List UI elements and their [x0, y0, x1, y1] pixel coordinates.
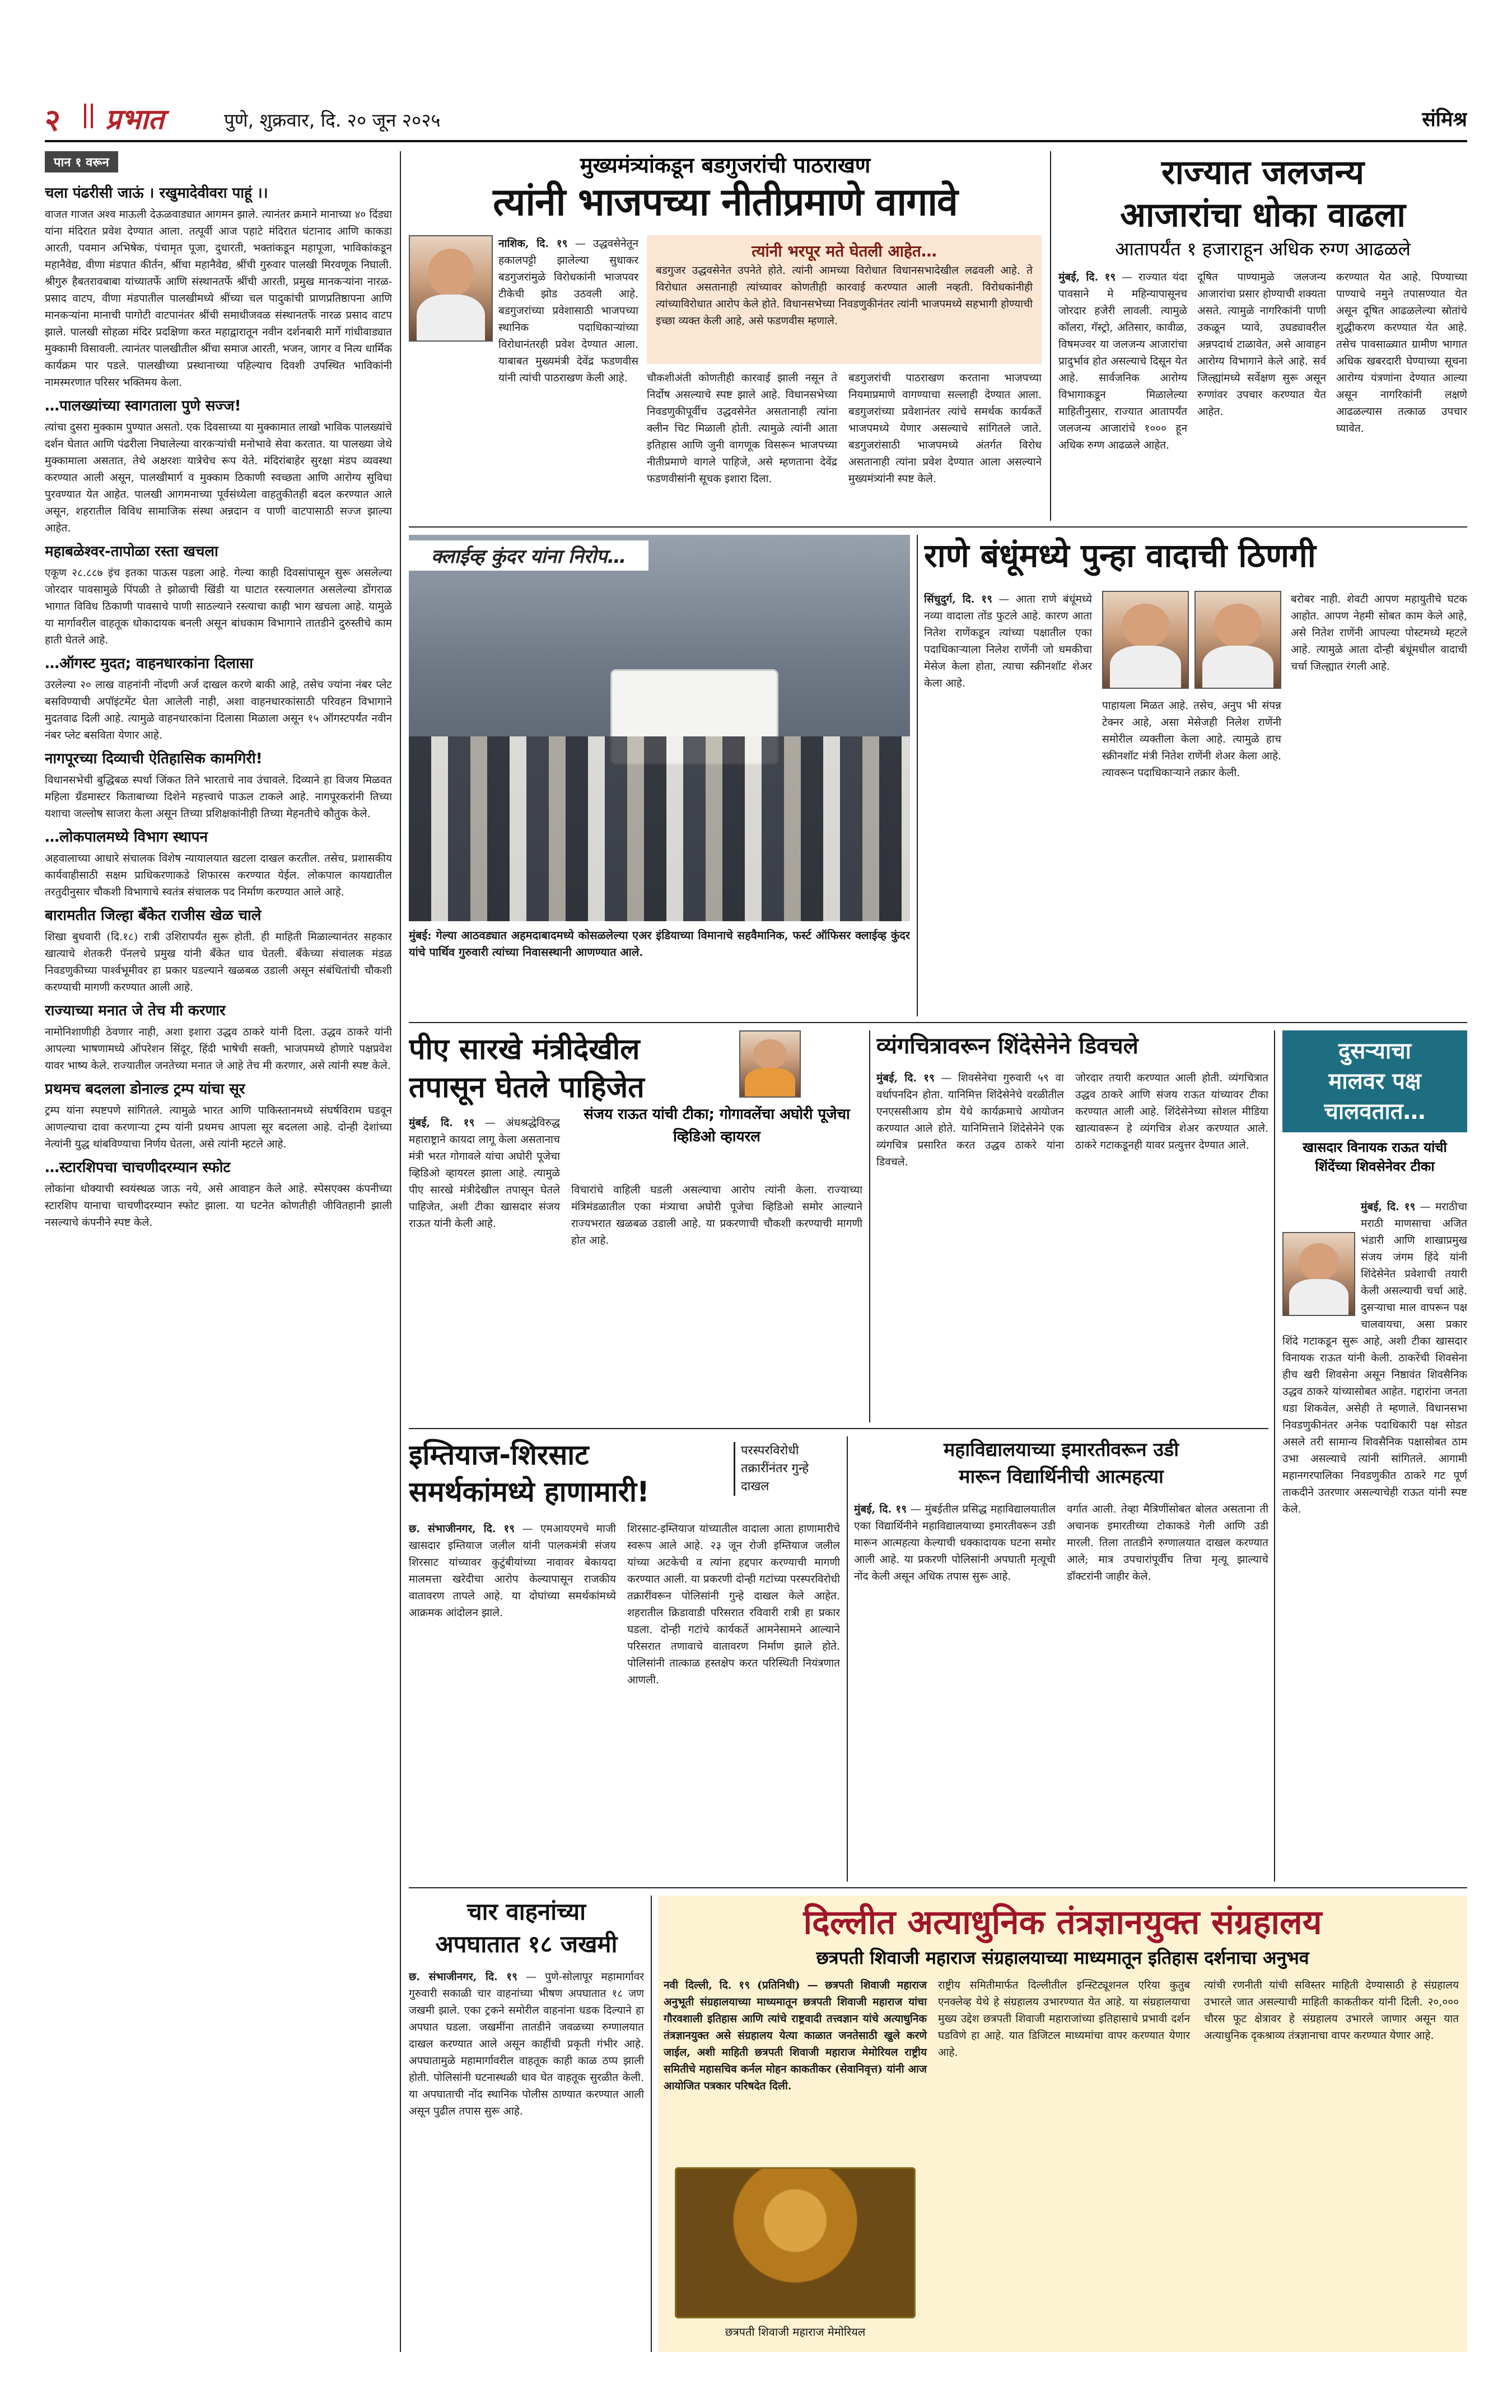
headline-line-1: दुसऱ्याचा: [1338, 1038, 1411, 1064]
masthead-rule: [45, 140, 1467, 142]
story-col-3: बरोबर नाही. शेवटी आपण महायुतीचे घटक आहोत. आपण नेहमी सोबत काम केले आहे, असे नितेश राणेंनी आपल्या पोस्टमध्ये म्हटले आहे. त्यामुळे आता दोन्ही बंधूंमधील वादाची चर्चा जिल्ह्यात रंगली आहे.: [1291, 593, 1467, 673]
page-number: २: [45, 102, 61, 138]
dateline: मुंबई, दि. १९: [1058, 271, 1116, 283]
divider-bars: [84, 104, 93, 128]
story-col-3: करण्यात येत आहे. पिण्याच्या पाण्याचे नमुने तपासण्यात येत असून दूषित आढळलेल्या स्रोतांचे शुद्धीकरण करण्यात येत आहे. तसेच पावसाळ्यात ग्रामीण भागात अधिक खबरदारी घेण्याच्या सूचना आरोग्य यंत्रणांना देण्यात आल्या असून नागरिकांनी लक्षणे आढळल्यास तत्काळ उपचार घ्यावेत.: [1336, 271, 1467, 435]
museum-story: [658, 1896, 1467, 2352]
story-col-1: मुंबई, दि. १९ — अंधश्रद्धेविरुद्ध महाराष्ट्राने कायदा लागू केला असतानाच मंत्री भरत गोगावले यांचा अघोरी पूजेचा व्हिडिओ व्हायरल झाला आहे. त्यामुळे पीए सारखे मंत्रीदेखील तपासून घेतले पाहिजेत, अशी टीका खासदार संजय राऊत यांनी केली आहे.: [409, 1117, 560, 1230]
column-rule: [1274, 1030, 1275, 1882]
story-text: छ. संभाजीनगर, दि. १९ — पुणे-सोलापूर महामार्गावर गुरुवारी सकाळी चार वाहनांच्या भीषण अपघातात १८ जण जखमी झाले. एका ट्रकने समोरील वाहनांना धडक दिल्याने हा अपघात घडला. जखमींना तातडीने जवळच्या रुग्णालयात दाखल करण्यात आले असून काहींची प्रकृती गंभीर आहे. अपघातामुळे महामार्गावरील वाहतूक काही काळ ठप्प झाली होती. पोलिसांनी घटनास्थळी धाव घेत वाहतूक सुरळीत केली. या अपघाताची नोंद स्थानिक पोलीस ठाण्यात करण्यात आली असून पुढील तपास सुरू आहे.: [409, 1971, 644, 2117]
headline-line-1: पीए सारखे मंत्रीदेखील: [409, 1033, 640, 1066]
left-item-title: …लोकपालमध्ये विभाग स्थापन: [45, 829, 208, 846]
left-item-text: शिखा बुधवारी (दि.१८) रात्री उशिरापर्यंत सुरू होती. ही माहिती मिळाल्यानंतर सहकार खात्याचे शेतकरी पॅनलचे प्रमुख यांनी बँकेत धाव घेतली. बँकेच्या संचालक मंडळ निवडणुकीच्या पार्श्वभूमीवर हा प्रकार घडल्याने खळबळ उडाली असून संबंधितांची चौकशी करण्याची मागणी करण्यात आली आहे.: [45, 931, 392, 993]
column-rule: [651, 1896, 652, 2352]
kicker: मुख्यमंत्र्यांकडून बडगुजरांची पाठराखण: [580, 153, 871, 178]
headline-line-2: समर्थकांमध्ये हाणामारी!: [409, 1476, 650, 1508]
story-col-1: छ. संभाजीनगर, दि. १९ — एमआयएमचे माजी खासदार इम्तियाज जलील यांनी पालकमंत्री संजय शिरसाट यांच्यावर कुटुंबीयांच्या नावावर बेकायदा मालमत्ता खरेदीचा आरोप केल्यापासून राजकीय वातावरण तापले आहे. या दोघांच्या समर्थकांमध्ये आक्रमक आंदोलन झाले.: [409, 1523, 616, 1619]
section-name: संमिश्र: [1422, 108, 1467, 131]
headline: राणे बंधूंमध्ये पुन्हा वादाची ठिणगी: [924, 536, 1316, 575]
headline-line-1: चार वाहनांच्या: [467, 1898, 586, 1925]
college-story: [854, 1436, 1268, 1882]
left-item-text: नामोनिशाणीही ठेवणार नाही, अशा इशारा उद्धव ठाकरे यांनी दिला. उद्धव ठाकरे यांनी आपल्या भाषणामध्ये ऑपरेशन सिंदूर, हिंदी भाषेची सक्ती, भाजपमध्ये होणारे पक्षप्रवेश यावर भाष्य केले. राज्यातील जनतेच्या मनात जे आहे तेच मी करणार, असे त्यांनी स्पष्ट केले.: [45, 1026, 392, 1072]
dateline: मुंबई, दि. १९: [1361, 1201, 1416, 1213]
side-title: संजय राऊत यांची टीका; गोगावलेंचा अघोरी पूजेचा व्हिडिओ व्हायरल: [584, 1106, 850, 1145]
subhead: आतापर्यंत १ हजाराहून अधिक रुग्ण आढळले: [1115, 238, 1411, 260]
crowd: [409, 736, 910, 921]
story-col-1: मुंबई, दि. १९ — मुंबईतील प्रसिद्ध महाविद्यालयातील एका विद्यार्थिनीने महाविद्यालयाच्या इमारतीवरून उडी मारून आत्महत्या केल्याची धक्कादायक घटना समोर आली आहे. या प्रकरणी पोलिसांनी अपघाती मृत्यूची नोंद केली असून अधिक तपास सुरू आहे.: [854, 1503, 1056, 1583]
left-item-title: …स्टारशिपचा चाचणीदरम्यान स्फोट: [45, 1159, 231, 1176]
left-item-title: …ऑगस्ट मुदत; वाहनधारकांना दिलासा: [45, 655, 254, 672]
story-col-2: दूषित पाण्यामुळे जलजन्य आजारांचा प्रसार होण्याची शक्यता असते. त्यामुळे नागरिकांनी पाणी उकळून प्यावे, उघड्यावरील अन्नपदार्थ टाळावेत, असे आवाहन आरोग्य विभागाने केले आहे. सर्व जिल्ह्यांमध्ये सर्वेक्षण सुरू असून रुग्णांवर उपचार करण्यात येत आहेत.: [1197, 271, 1326, 418]
kunder-photo-story: [409, 535, 910, 1016]
story-col-2: चौकशीअंती कोणतीही कारवाई झाली नसून ते निर्दोष असल्याचे स्पष्ट झाले आहे. विधानसभेच्या निवडणुकीपूर्वीच उद्धवसेनेत असतानाही त्यांना क्लीन चिट मिळाली होती. त्यामुळे त्यांनी आता इतिहास आणि जुनी वागणूक विसरून भाजपच्या नीतीप्रमाणे वागले पाहिजे, असे म्हणताना देवेंद्र फडणवीसांनी सूचक इशारा दिला.: [647, 372, 837, 485]
photo-banner: क्लाईव्ह कुंदर यांना निरोप…: [409, 540, 648, 571]
story-col-1: मुंबई, दि. १९ — राज्यात यंदा पावसाने मे महिन्यापासूनच जोरदार हजेरी लावली. त्यामुळे कॉलरा, गॅस्ट्रो, अतिसार, कावीळ, विषमज्वर या जलजन्य आजारांचा प्रादुर्भाव होत असल्याचे दिसून येत आहे. सार्वजनिक आरोग्य विभागाकडून मिळालेल्या माहितीनुसार, राज्यात आतापर्यंत जलजन्य आजारांचे १००० हून अधिक रुग्ण आढळले आहेत.: [1058, 271, 1187, 451]
headline-line-2: अपघातात १८ जखमी: [435, 1930, 618, 1958]
section-rule: [409, 1022, 1467, 1023]
left-item-title: नागपूरच्या दिव्याची ऐतिहासिक कामगिरी!: [45, 750, 263, 767]
subhead: खासदार विनायक राऊत यांची शिंदेंच्या शिवसेनेवर टीका: [1303, 1140, 1447, 1174]
left-item-title: बारामतीत जिल्हा बँकेत राजीस खेळ चाले: [45, 907, 262, 924]
funeral-photo: [409, 535, 910, 921]
imtiyaz-story: [409, 1436, 840, 1882]
lead-box: नवी दिल्ली, दि. १९ (प्रतिनिधी) — छत्रपती शिवाजी महाराज अनुभूती संग्रहालयाच्या माध्यमातून छत्रपती शिवाजी महाराज यांचा गौरवशाली इतिहास आणि त्यांचे राष्ट्रवादी तत्त्वज्ञान यांचे अत्याधुनिक तंत्रज्ञानयुक्त असे संग्रहालय येत्या काळात जनतेसाठी खुले करणे जाईल, अशी माहिती छत्रपती शिवाजी महाराज मेमोरियल राष्ट्रीय समितीचे महासचिव कर्नल मोहन काकतीकर (सेवानिवृत्त) यांनी आज आयोजित पत्रकार परिषदेत दिली. छत्रपती शिवाजी महाराज मेमोरियल: [664, 1979, 927, 2339]
dateline: नवी दिल्ली, दि. १९ (प्रतिनिधी): [664, 1979, 800, 1991]
section-rule: [409, 526, 1467, 528]
left-column: [45, 151, 392, 2346]
left-item-text: लोकांना धोक्याची स्वयंस्थळ जाऊ नये, असे आवाहन केले आहे. स्पेसएक्स कंपनीच्या स्टारशिप यानाचा चाचणीदरम्यान स्फोट झाला. या घटनेत कोणतीही जीवितहानी झाली नसल्याचे कंपनीने स्पष्ट केले.: [45, 1183, 392, 1229]
left-item-text: विधानसभेची बुद्धिबळ स्पर्धा जिंकत तिने भारताचे नाव उंचावले. दिव्याने हा विजय मिळवत महिला ग्रँडमास्टर किताबाच्या दिशेने महत्त्वाचे पाऊल टाकले आहे. नागपूरकरांनी तिच्या यशाचा जल्लोष साजरा केला असून तिच्या प्रशिक्षकांनीही तिच्या मेहनतीचे कौतुक केले.: [45, 774, 392, 820]
sanjay-raut-photo: [739, 1030, 801, 1098]
nitesh-rane-photo: [1102, 591, 1189, 689]
nilesh-rane-photo: [1194, 591, 1281, 689]
left-item-title: राज्याच्या मनात जे तेच मी करणार: [45, 1002, 226, 1019]
column-rule: [917, 535, 918, 1016]
highlight-box: [647, 235, 1042, 364]
story-text: उद्धवसेनेतून हकालपट्टी झालेल्या सुधाकर बडगुजरांमुळे विरोधकांनी भाजपवर टीकेची झोड उठवली आहे. बडगुजरांच्या प्रवेशासाठी भाजपच्या स्थानिक पदाधिकाऱ्यांच्या विरोधानंतरही प्रवेश देण्यात आला. याबाबत मुख्यमंत्री देवेंद्र फडणवीस यांनी त्यांची पाठराखण केली आहे.: [498, 237, 638, 384]
masthead: [45, 98, 1467, 138]
column-rule: [847, 1436, 848, 1882]
left-item-text: अहवालाच्या आधारे संचालक विशेष न्यायालयात खटला दाखल करतील. तसेच, प्रशासकीय कार्यवाहीसाठी सक्षम प्राधिकरणाकडे शिफारस करण्यात येईल. लोकपाल कायद्यातील तरतुदीनुसार चौकशी विभागाचे स्वतंत्र संचालक पद निर्माण करण्यात आले आहे.: [45, 852, 392, 898]
lead-text: छत्रपती शिवाजी महाराज अनुभूती संग्रहालयाच्या माध्यमातून छत्रपती शिवाजी महाराज यांचा गौरवशाली इतिहास आणि त्यांचे राष्ट्रवादी तत्त्वज्ञान यांचे अत्याधुनिक तंत्रज्ञानयुक्त असे संग्रहालय येत्या काळात जनतेसाठी खुले करणे जाईल, अशी माहिती छत्रपती शिवाजी महाराज मेमोरियल राष्ट्रीय समितीचे महासचिव कर्नल मोहन काकतीकर (सेवानिवृत्त) यांनी आज आयोजित पत्रकार परिषदेत दिली.: [664, 1979, 927, 2092]
left-item-title: प्रथमच बदलला डोनाल्ड ट्रम्प यांचा सूर: [45, 1081, 245, 1098]
photo-caption: मुंबई: गेल्या आठवड्यात अहमदाबादमध्ये कोसळलेल्या एअर इंडियाच्या विमानाचे सहवैमानिक, फर्स्ट ऑफिसर क्लाईव्ह कुंदर यांचे पार्थिव गुरुवारी त्यांच्या निवासस्थानी आणण्यात आले.: [409, 928, 910, 959]
pa-story: [409, 1030, 862, 1422]
story-text: मुंबई, दि. १९ — मराठीचा मराठी माणसाचा अजित भंडारी आणि शाखाप्रमुख संजय जंगम हिंदे यांनी शिंदेसेनेत प्रवेशाची तयारी केली असल्याची चर्चा आहे. दुसऱ्याचा माल वापरून पक्ष चालवायचा, असा प्रकार शिंदे गटाकडून सुरू आहे, अशी टीका खासदार विनायक राऊत यांनी केली. ठाकरेंची शिवसेना हीच खरी शिवसेना असून निष्ठावंत शिवसैनिक उद्धव ठाकरे यांच्यासोबत आहेत. गद्दारांना जनता धडा शिकवेल, असेही ते म्हणाले. विधानसभा निवडणुकीनंतर अनेक पदाधिकारी पक्ष सोडत असले तरी सामान्य शिवसैनिक पक्षासोबत ठाम उभा असल्याचे त्यांनी सांगितले. आगामी महानगरपालिका निवडणुकीत ठाकरे गट पूर्ण ताकदीने उतरणार असल्याचेही राऊत यांनी स्पष्ट केले.: [1282, 1201, 1467, 1515]
left-item-text: उरलेल्या २० लाख वाहनांनी नोंदणी अर्ज दाखल करणे बाकी आहे, तसेच ज्यांना नंबर प्लेट बसविण्याची अपॉइंटमेंट घेता आलेली नाही, अशा वाहनधारकांसाठी परिवहन विभागाने मुदतवाढ दिली आहे. त्यामुळे वाहनधारकांना दिलासा मिळाला असून १५ ऑगस्टपर्यंत नवीन नंबर प्लेट बसविता येणार आहे.: [45, 679, 392, 741]
headline-line-2: मारून विद्यार्थिनीची आत्महत्या: [959, 1466, 1164, 1488]
left-item-title: …पालख्यांच्या स्वागताला पुणे सज्ज!: [45, 398, 241, 414]
dateline: सिंधुदुर्ग, दि. १९: [924, 593, 993, 605]
epidemic-story: [1058, 151, 1467, 521]
left-item-text: त्यांचा दुसरा मुक्काम पुण्यात असतो. एक दिवसाच्या या मुक्कामात लाखो भाविक पालख्यांचे दर्शन घेतात आणि पंढरीला निघालेल्या वारकऱ्यांची मनोभावे सेवा करतात. या पालख्या जेथे मुक्कामाला असतात, तेथे अक्षरशः यात्रेचेच रूप येते. मंदिरांबाहेर सुरक्षा मंडप व्यवस्था करण्यात आली असून, पालखीमार्ग व मुक्काम ठिकाणी स्वच्छता आणि आरोग्य सुविधा पुरवण्यात येत आहेत. पालखी आगमनाच्या पूर्वसंध्येला वाहतुकीतही बदल करण्यात आले असून, शहरातील विविध सामाजिक संस्था अन्नदान व पाणी वाटपासाठी सज्ज झाल्या आहेत.: [45, 421, 392, 534]
story-col-2: विचारांचे वाहिली घडली असल्याचा आरोप त्यांनी केला. राज्याच्या मंत्रिमंडळातील एका मंत्र्याचा अघोरी पूजेचा व्हिडिओ समोर आल्याने राज्यभरात खळबळ उडाली आहे. या प्रकरणाची चौकशी करण्याची मागणी होत आहे.: [571, 1184, 862, 1247]
story-col-1: नाशिक, दि. १९ — उद्धवसेनेतून हकालपट्टी झालेल्या सुधाकर बडगुजरांमुळे विरोधकांनी भाजपवर टीकेची झोड उठवली आहे. बडगुजरांच्या प्रवेशासाठी भाजपच्या स्थानिक पदाधिकाऱ्यांच्या विरोधानंतरही प्रवेश देण्यात आला. याबाबत मुख्यमंत्री देवेंद्र फडणवीस यांनी त्यांची पाठराखण केली आहे.: [498, 237, 638, 384]
dateline: छ. संभाजीनगर, दि. १९: [409, 1523, 515, 1535]
headline-line-1: राज्यात जलजन्य: [1161, 153, 1365, 192]
accident-story: [409, 1896, 644, 2352]
left-item-text: एकूण २८.८८७ इंच इतका पाऊस पडला आहे. गेल्या काही दिवसांपासून सुरू असलेल्या जोरदार पावसामुळे पिंपळी ते झोळाची खिंडी या घाटात रस्त्यालगत असलेल्या डोंगराळ भागात विविध ठिकाणी पावसाचे पाणी साठल्याने रस्त्याचा काही भाग खचला आहे. यामुळे या मार्गावरील वाहतूक धोकादायक बनली असून बांधकाम विभागाने तातडीने दुरुस्तीचे काम हाती घेतले आहे.: [45, 567, 392, 646]
dateline: पुणे, शुक्रवार, दि. २० जून २०२५: [224, 109, 441, 131]
headline: व्यंगचित्रावरून शिंदेसेनेने डिवचले: [876, 1033, 1138, 1059]
dasara-story: [1282, 1030, 1467, 1882]
image-caption: छत्रपती शिवाजी महाराज मेमोरियल: [725, 2325, 866, 2339]
headline-line-2: मालवर पक्ष: [1328, 1068, 1421, 1094]
left-item-text: ट्रम्प यांना स्पष्टपणे सांगितले. त्यामुळे भारत आणि पाकिस्तानमध्ये संघर्षविराम घडवून आणल्याचा दावा करणाऱ्या ट्रम्प यांनी प्रथमच आपला सूर बदलला आहे. दोन्ही देशांच्या नेत्यांनी युद्ध थांबविण्याचा निर्णय घेतला, असे त्यांनी म्हटले आहे.: [45, 1104, 392, 1150]
shivaji-statue-image: [675, 2167, 916, 2318]
column-rule: [869, 1030, 870, 1422]
story-col-2: वर्गात आली. तेव्हा मैत्रिणींसोबत बोलत असताना ती अचानक इमारतीच्या टोकाकडे गेली आणि उडी मारली. तिला तातडीने रुग्णालयात दाखल करण्यात आले; मात्र उपचारांपूर्वीच तिचा मृत्यू झाल्याचे डॉक्टरांनी जाहीर केले.: [1067, 1503, 1268, 1583]
cartoon-story: [876, 1030, 1268, 1422]
headline-line-1: इम्तियाज-शिरसाट: [409, 1439, 589, 1471]
side-note: परस्परविरोधी तक्रारींनंतर गुन्हे दाखल: [734, 1442, 840, 1496]
dateline: मुंबई, दि. १९: [409, 1117, 475, 1129]
left-item-title: चला पंढरीसी जाऊं । रखुमादेवीवरा पाहूं ।।: [45, 185, 268, 202]
left-item-title: महाबळेश्वर-तापोळा रस्ता खचला: [45, 543, 218, 560]
column-rule: [400, 151, 401, 2352]
story-col-1: सिंधुदुर्ग, दि. १९ — आता राणे बंधूंमध्ये नव्या वादाला तोंड फुटले आहे. कारण आता नितेश राणेंकडून त्यांच्या पक्षातील एका पदाधिकाऱ्याला निलेश राणेंनी जो धमकीचा मेसेज केला होता, त्याचा स्क्रीनशॉट शेअर केला आहे.: [924, 593, 1092, 689]
section-rule: [409, 1428, 1268, 1429]
dateline: मुंबई, दि. १९: [854, 1503, 907, 1515]
dateline: छ. संभाजीनगर, दि. १९: [409, 1971, 518, 1983]
fadnavis-photo: [409, 235, 493, 342]
box-title: त्यांनी भरपूर मते घेतली आहेत…: [752, 242, 937, 260]
left-item-text: वाजत गाजत अश्व माऊली देऊळवाड्यात आगमन झाले. त्यानंतर क्रमाने मानाच्या ४० दिंड्या यांना मंदिरात प्रवेश देण्यात आला. तत्पूर्वी आज पहाटे मंदिरात घंटानाद आणि काकडा आरती, पवमान अभिषेक, पंचामृत पूजा, दुधारती, भक्तांकडून महापूजा, भाविकांकडून महानैवेद्य, वीणा मंडपात कीर्तन, श्रींचा महानैवेद्य, श्रींची गुरुवार पालखी मिरवणूक निघाली. श्रीगुरु हैबतरावबाबा यांच्यातर्फे आणि संस्थानतर्फे श्रींची आरती, प्रमुख मानकऱ्यांना नारळ-प्रसाद वाटप, वीणा मंडपातील पालखीमध्ये श्रींच्या चल पादुकांची प्राणप्रतिष्ठापना आणि मानकऱ्यांना मानाची पागोटी वाटपानंतर श्रींची समाधीजवळ संस्थानतर्फे नारळ प्रसाद वाटप झाले. पालखी सोहळा मंदिर प्रदक्षिणा करत महाद्वारातून नवीन दर्शनबारी मार्गे गांधीवाड्यात मुक्कामी विसावली. त्यानंतर पालखीतील श्रींचा समाज आरती, भजन, जागर व नित्य धार्मिक कार्यक्रम पार पडले. पालखीच्या प्रस्थानाच्या पहिल्याच दिवशी उपस्थित भाविकांनी नामस्मरणात परिसर भक्तिमय केला.: [45, 208, 392, 389]
story-col-2: पाहायला मिळत आहे. तसेच, अनुप भी संपन्न टेक्नर आहे, असा मेसेजही निलेश राणेंनी समोरील व्यक्तीला केला आहे. त्यामुळे हाच स्क्रीनशॉट मंत्री नितेश राणेंनी शेअर केला आहे. त्यावरून पदाधिकाऱ्याने तक्रार केली.: [1102, 699, 1281, 779]
headline: दिल्लीत अत्याधुनिक तंत्रज्ञानयुक्त संग्रहालय: [803, 1903, 1322, 1942]
dateline: मुंबई, दि. १९: [876, 1072, 935, 1084]
story-col-1: मुंबई, दि. १९ — शिवसेनेचा गुरुवारी ५९ वा वर्धापनदिन होता. यानिमित्त शिंदेसेनेचे वरळीतील एनएससीआय डोम येथे कार्यक्रमाचे आयोजन करण्यात आले होते. यानिमित्ताने शिंदेसेनेने एक व्यंगचित्र प्रसारित करत उद्धव ठाकरे यांना डिवचले.: [876, 1072, 1064, 1168]
continued-tag: पान १ वरून: [45, 151, 118, 172]
left-column-items: [45, 184, 392, 1231]
story-col-3: त्यांची रणनीती यांची सविस्तर माहिती देण्यासाठी हे संग्रहालय उभारले जात असल्याची माहिती काकतीकर यांनी दिली. २०,००० चौरस फूट क्षेत्रावर हे संग्रहालय उभारले जाणार असून यात अत्याधुनिक दृकश्राव्य तंत्रज्ञानाचा वापर करण्यात येणार आहे.: [1204, 1979, 1459, 2042]
headline: त्यांनी भाजपच्या नीतीप्रमाणे वागावे: [493, 180, 958, 225]
headline-line-1: महाविद्यालयाच्या इमारतीवरून उडी: [943, 1439, 1179, 1461]
badgujar-story: [409, 151, 1042, 521]
section-rule: [409, 1887, 1467, 1888]
headline-line-3: चालवतात…: [1324, 1099, 1426, 1124]
headline-line-2: तपासून घेतले पाहिजेत: [409, 1071, 645, 1104]
story-col-2: शिरसाट-इम्तियाज यांच्यातील वादाला आता हाणामारीचे स्वरूप आले आहे. २३ जून रोजी इम्तियाज जलील यांच्या अटकेची व त्यांना हद्दपार करण्याची मागणी करण्यात आली. या प्रकरणी दोन्ही गटांच्या परस्परविरोधी तक्रारींवरून पोलिसांनी गुन्हे दाखल केले आहेत. शहरातील क्रिडावाडी परिसरात रविवारी रात्री हा प्रकार घडला. दोन्ही गटांचे कार्यकर्ते आमनेसामने आल्याने परिसरात तणावाचे वातावरण निर्माण झाले होते. पोलिसांनी तात्काळ हस्तक्षेप करत परिस्थिती नियंत्रणात आणली.: [627, 1523, 840, 1686]
brand-logo: प्रभात: [105, 103, 165, 136]
headline-line-2: आजारांचा धोका वाढला: [1120, 195, 1406, 235]
story-col-2: जोरदार तयारी करण्यात आली होती. व्यंगचित्रात उद्धव ठाकरे आणि संजय राऊत यांच्यावर टीका करण्यात आली आहे. शिंदेसेनेच्या सोशल मीडिया खात्यावरून हे व्यंगचित्र शेअर करण्यात आले. ठाकरे गटाकडूनही यावर प्रत्युत्तर देण्यात आले.: [1075, 1072, 1268, 1151]
subhead: छत्रपती शिवाजी महाराज संग्रहालयाच्या माध्यमातून इतिहास दर्शनाचा अनुभव: [816, 1947, 1309, 1968]
story-col-3: बडगुजरांची पाठराखण करताना भाजपच्या नियमाप्रमाणे वागण्याचा सल्लाही देण्यात आला. बडगुजरांच्या प्रवेशानंतर त्यांचे समर्थक कार्यकर्ते भाजपमध्ये येणार असल्याचे सांगितले जाते. बडगुजरांसाठी भाजपमध्ये अंतर्गत विरोध असतानाही त्यांना प्रवेश देण्यात आला असल्याने मुख्यमंत्र्यांनी स्पष्ट केले.: [848, 372, 1042, 485]
rane-story: [924, 535, 1467, 1016]
story-col-2: राष्ट्रीय समितीमार्फत दिल्लीतील इन्स्टिट्यूशनल एरिया कुतुब एनक्लेव्ह येथे हे संग्रहालय उभारण्यात येत आहे. या संग्रहालयाचा मुख्य उद्देश छत्रपती शिवाजी महाराजांच्या इतिहासाचे प्रभावी दर्शन घडविणे हा आहे. यात डिजिटल माध्यमांचा वापर करण्यात येणार आहे.: [938, 1979, 1190, 2059]
headline-box: [1282, 1030, 1467, 1132]
box-text: बडगुजर उद्धवसेनेत उपनेते होते. त्यांनी आमच्या विरोधात विधानसभादेखील लढवली आहे. ते विरोधात असतानाही त्यांच्यावर कोणतीही कारवाई करण्यात आली नव्हती. विरोधकांनीही त्यांच्याविरोधात आरोप केले होते. विधानसभेच्या निवडणुकीनंतर त्यांनी भाजपमध्ये सहभागी होण्याची इच्छा व्यक्त केली आहे, असे फडणवीस म्हणाले.: [656, 264, 1033, 327]
column-rule: [1050, 151, 1051, 521]
dateline: नाशिक, दि. १९: [498, 237, 568, 250]
